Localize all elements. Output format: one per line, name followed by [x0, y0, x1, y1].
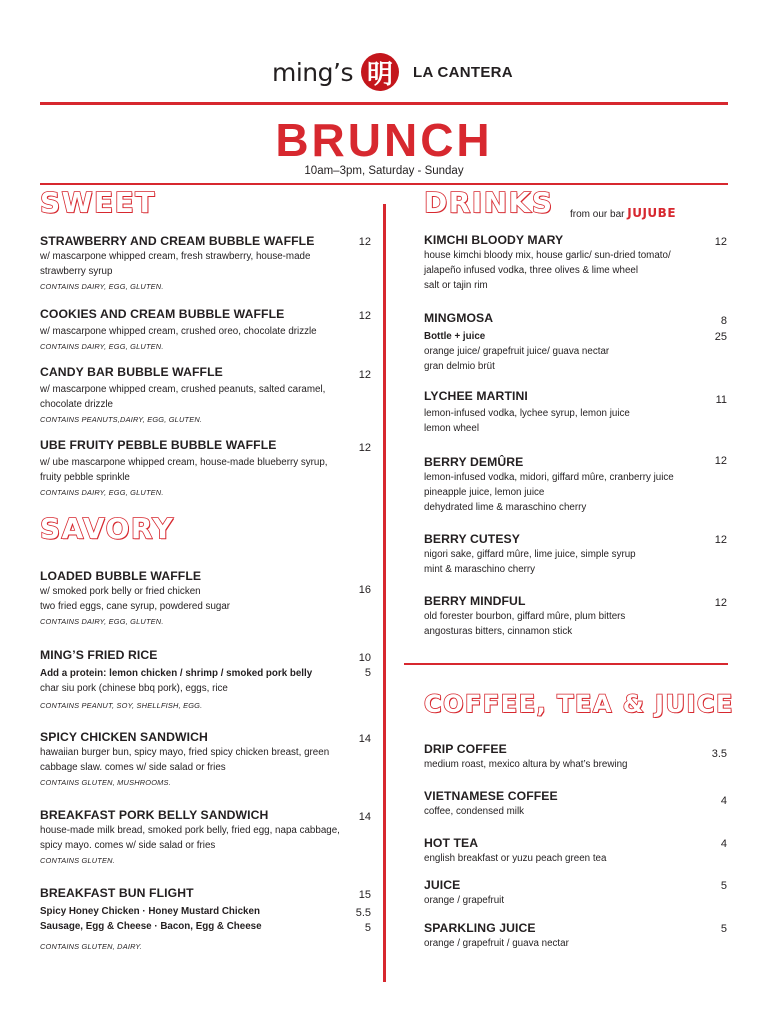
item-price: 12 [358, 236, 371, 248]
desc-line: strawberry syrup [40, 266, 113, 277]
item-price: 5 [720, 880, 727, 892]
menu-item [40, 438, 360, 497]
item-description: orange / grapefruit [424, 895, 505, 906]
column-divider [383, 204, 386, 982]
menu-item [40, 886, 360, 951]
menu-item [424, 455, 724, 515]
item-price: 12 [714, 597, 727, 609]
desc-line: lemon-infused vodka, lychee syrup, lemon juice [424, 408, 630, 419]
item-description [424, 470, 724, 515]
menu-item [424, 878, 724, 908]
desc-line: char siu pork (chinese bbq pork), eggs, rice [40, 683, 228, 694]
allergen-note: CONTAINS GLUTEN. [40, 856, 115, 865]
item-name: JUICE [424, 878, 461, 892]
item-price: 4 [720, 795, 727, 807]
desc-line: two fried eggs, cane syrup, powdered sugar [40, 601, 231, 612]
header-rule [40, 102, 728, 105]
allergen-note: CONTAINS DAIRY, EGG, GLUTEN. [40, 282, 164, 291]
allergen-note: CONTAINS DAIRY, EGG, GLUTEN. [40, 342, 164, 351]
item-description: medium roast, mexico altura by what’s brewing [424, 759, 628, 770]
menu-item [424, 921, 724, 951]
allergen-note: CONTAINS GLUTEN, MUSHROOMS. [40, 778, 171, 787]
item-description [40, 823, 360, 853]
sweet-heading: SWEET [40, 186, 156, 219]
menu-item [40, 730, 360, 787]
location-name: LA CANTERA [412, 63, 513, 81]
item-price: 5 [720, 923, 727, 935]
item-price-bottle: 25 [714, 331, 727, 343]
menu-item [424, 594, 724, 639]
allergen-note: CONTAINS GLUTEN, DAIRY. [40, 942, 143, 951]
allergen-note: CONTAINS DAIRY, EGG, GLUTEN. [40, 488, 164, 497]
menu-item [424, 789, 724, 819]
item-name: BREAKFAST PORK BELLY SANDWICH [40, 808, 269, 822]
item-name: COOKIES AND CREAM BUBBLE WAFFLE [40, 307, 285, 321]
desc-line: w/ mascarpone whipped cream, crushed oreo, chocolate drizzle [40, 326, 317, 337]
item-description [40, 382, 360, 412]
item-price: 15 [358, 889, 371, 901]
item-price: 12 [714, 534, 727, 546]
item-name: STRAWBERRY AND CREAM BUBBLE WAFFLE [40, 234, 315, 248]
desc-line: dehydrated lime & maraschino cherry [424, 502, 587, 513]
item-description: english breakfast or yuzu peach green tea [424, 853, 607, 864]
item-name: BERRY MINDFUL [424, 594, 526, 608]
desc-line: jalapeño infused vodka, three olives & lime wheel [424, 265, 639, 276]
menu-item [424, 389, 724, 436]
item-price-single: 5.5 [355, 907, 371, 919]
item-description [40, 584, 360, 614]
allergen-note: CONTAINS PEANUTS,DAIRY, EGG, GLUTEN. [40, 415, 203, 424]
item-name: SPARKLING JUICE [424, 921, 536, 935]
item-name: BREAKFAST BUN FLIGHT [40, 886, 194, 900]
coffee-heading: COFFEE, TEA & JUICE [424, 690, 734, 718]
desc-line: w/ smoked pork belly or fried chicken [40, 586, 201, 597]
item-description [424, 547, 724, 577]
desc-line: orange juice/ grapefruit juice/ guava nectar [424, 346, 610, 357]
desc-line: hawaiian burger bun, spicy mayo, fried spicy chicken breast, green [40, 747, 330, 758]
item-description [40, 324, 360, 339]
brand-seal-icon: 明 [361, 53, 399, 91]
item-price: 12 [358, 369, 371, 381]
desc-line: w/ ube mascarpone whipped cream, house-made blueberry syrup, [40, 457, 328, 468]
desc-line: house-made milk bread, smoked pork belly, fried egg, napa cabbage, [40, 825, 340, 836]
desc-line: spicy mayo. comes w/ side salad or fries [40, 840, 216, 851]
item-price-addon: 5 [364, 667, 371, 679]
item-description [40, 455, 360, 485]
desc-line: w/ mascarpone whipped cream, crushed peanuts, salted caramel, [40, 384, 326, 395]
item-name: VIETNAMESE COFFEE [424, 789, 558, 803]
bar-credit-label: from our bar [570, 209, 625, 220]
item-name: CANDY BAR BUBBLE WAFFLE [40, 365, 223, 379]
service-hours: 10am–3pm, Saturday - Sunday [304, 165, 464, 177]
item-price: 3.5 [711, 748, 727, 760]
bar-name: JUJUBE [627, 206, 677, 220]
item-name: HOT TEA [424, 836, 479, 850]
item-option: Spicy Honey Chicken · Honey Mustard Chicken [40, 906, 260, 917]
desc-line: gran delmio brüt [424, 361, 495, 372]
item-description: coffee, condensed milk [424, 806, 525, 817]
menu-item [40, 234, 360, 291]
menu-item [424, 233, 724, 293]
desc-line: angosturas bitters, cinnamon stick [424, 626, 573, 637]
desc-line: house kimchi bloody mix, house garlic/ sun-dried tomato/ [424, 250, 671, 261]
desc-line: w/ mascarpone whipped cream, fresh strawberry, house-made [40, 251, 311, 262]
desc-line: old forester bourbon, giffard mûre, plum bitters [424, 611, 626, 622]
item-price: 12 [714, 455, 727, 467]
item-name: DRIP COFFEE [424, 742, 507, 756]
savory-heading: SAVORY [40, 512, 175, 545]
item-name: BERRY DEMÛRE [424, 455, 524, 469]
item-price: 12 [358, 310, 371, 322]
item-name: BERRY CUTESY [424, 532, 521, 546]
item-option: Bottle + juice [424, 331, 486, 342]
item-description [424, 609, 724, 639]
item-price: 12 [358, 442, 371, 454]
item-description [424, 248, 724, 293]
item-price: 11 [715, 394, 727, 406]
desc-line: pineapple juice, lemon juice [424, 487, 545, 498]
brand-logo [272, 52, 513, 92]
item-description: orange / grapefruit / guava nectar [424, 938, 569, 949]
item-price: 8 [720, 315, 727, 327]
item-description [424, 344, 724, 374]
item-name: LOADED BUBBLE WAFFLE [40, 569, 202, 583]
desc-line: chocolate drizzle [40, 399, 113, 410]
menu-item [40, 808, 360, 865]
menu-item [424, 742, 724, 772]
menu-item [40, 648, 360, 710]
item-description [40, 249, 360, 279]
drinks-heading: DRINKS [424, 186, 554, 219]
menu-item [424, 311, 724, 374]
item-price: 12 [714, 236, 727, 248]
item-price-addon: 5 [364, 922, 371, 934]
brand-name: ming’s [272, 57, 353, 87]
menu-item [40, 569, 360, 626]
desc-line: mint & maraschino cherry [424, 564, 536, 575]
menu-item [424, 532, 724, 577]
menu-item [40, 365, 360, 424]
item-name: UBE FRUITY PEBBLE BUBBLE WAFFLE [40, 438, 277, 452]
desc-line: lemon-infused vodka, midori, giffard mûre, cranberry juice [424, 472, 674, 483]
item-price: 4 [720, 838, 727, 850]
item-price: 16 [358, 584, 371, 596]
desc-line: cabbage slaw. comes w/ side salad or fries [40, 762, 226, 773]
bar-credit [570, 206, 676, 220]
desc-line: lemon wheel [424, 423, 480, 434]
item-name: KIMCHI BLOODY MARY [424, 233, 564, 247]
item-name: SPICY CHICKEN SANDWICH [40, 730, 208, 744]
menu-item [424, 836, 724, 866]
hours-rule [40, 183, 728, 185]
item-price: 14 [358, 811, 371, 823]
item-name: LYCHEE MARTINI [424, 389, 528, 403]
allergen-note: CONTAINS DAIRY, EGG, GLUTEN. [40, 617, 164, 626]
menu-item [40, 307, 360, 351]
desc-line: fruity pebble sprinkle [40, 472, 130, 483]
allergen-note: CONTAINS PEANUT, SOY, SHELLFISH, EGG. [40, 701, 203, 710]
page-title: BRUNCH [275, 114, 493, 166]
item-name: MINGMOSA [424, 311, 494, 325]
item-description [40, 681, 360, 696]
item-description [424, 406, 724, 436]
item-option: Sausage, Egg & Cheese · Bacon, Egg & Cheese [40, 921, 262, 932]
item-name: MING’S FRIED RICE [40, 648, 158, 662]
desc-line: salt or tajin rim [424, 280, 488, 291]
desc-line: nigori sake, giffard mûre, lime juice, simple syrup [424, 549, 636, 560]
item-description [40, 745, 360, 775]
item-price: 10 [358, 652, 371, 664]
item-option: Add a protein: lemon chicken / shrimp / smoked pork belly [40, 668, 313, 679]
coffee-rule [404, 663, 728, 665]
item-price: 14 [358, 733, 371, 745]
